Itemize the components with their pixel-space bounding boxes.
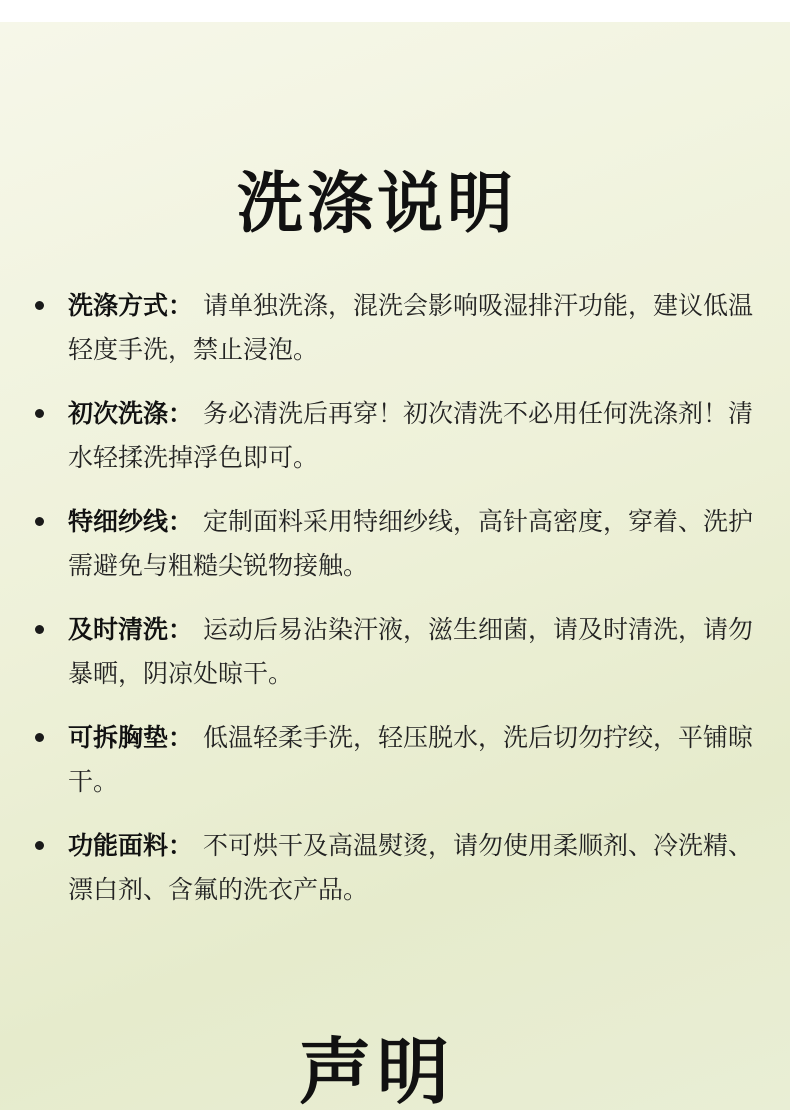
item-text: 请单独洗涤，混洗会影响吸湿排汗功能，建议低温轻度手洗，禁止浸泡。 [68,291,754,364]
section-title-statement: 声明 [298,1030,455,1110]
list-item [32,716,762,804]
item-text: 不可烘干及高温熨烫，请勿使用柔顺剂、冷洗精、漂白剂、含氟的洗衣产品。 [68,831,754,904]
item-separator: ： [168,291,194,320]
item-separator: ： [168,723,194,752]
item-label: 洗涤方式 [68,291,169,320]
item-text: 务必清洗后再穿！初次清洗不必用任何洗涤剂！清水轻揉洗掉浮色即可。 [68,399,754,472]
item-separator: ： [168,399,194,428]
item-label: 功能面料 [68,831,169,860]
item-text: 运动后易沾染汗液，滋生细菌，请及时清洗，请勿暴晒，阴凉处晾干。 [68,615,754,688]
item-label: 及时清洗 [68,615,169,644]
list-item [32,608,762,696]
bullet-icon [35,841,44,850]
bullet-icon [35,517,44,526]
item-label: 可拆胸垫 [68,723,169,752]
content-panel [0,22,790,1110]
list-item [32,500,762,588]
item-separator: ： [168,831,194,860]
item-separator: ： [168,615,194,644]
bullet-icon [35,301,44,310]
item-text: 定制面料采用特细纱线，高针高密度，穿着、洗护需避免与粗糙尖锐物接触。 [68,507,754,580]
list-item [32,284,762,372]
item-separator: ： [168,507,194,536]
care-instructions-list [32,284,762,932]
list-item [32,392,762,480]
bullet-icon [35,733,44,742]
list-item [32,824,762,912]
item-label: 特细纱线 [68,507,169,536]
item-label: 初次洗涤 [68,399,169,428]
item-text: 低温轻柔手洗，轻压脱水，洗后切勿拧绞，平铺晾干。 [68,723,754,796]
bullet-icon [35,625,44,634]
bullet-icon [35,409,44,418]
page-title: 洗涤说明 [237,165,517,242]
